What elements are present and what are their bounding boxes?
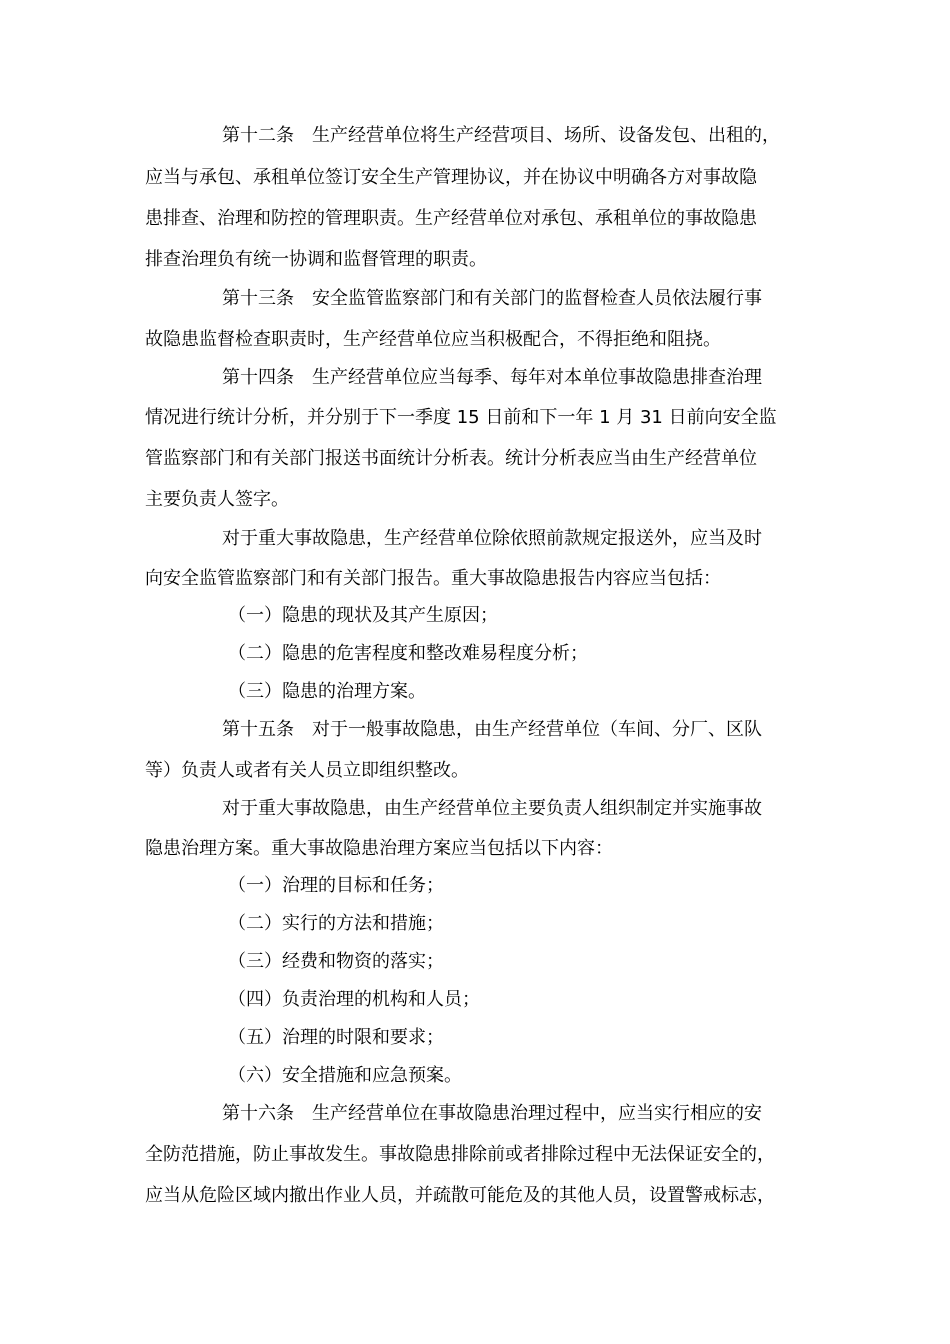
- text-line: 第十三条 安全监管监察部门和有关部门的监督检查人员依法履行事: [222, 288, 762, 309]
- list-item: （二）实行的方法和措施；: [228, 913, 444, 934]
- text-line: 主要负责人签字。: [145, 489, 289, 510]
- text-line: 向安全监管监察部门和有关部门报告。重大事故隐患报告内容应当包括：: [145, 568, 721, 589]
- text-line: 等）负责人或者有关人员立即组织整改。: [145, 760, 469, 781]
- text-line: 全防范措施，防止事故发生。事故隐患排除前或者排除过程中无法保证安全的，: [145, 1144, 775, 1165]
- text-line: 第十六条 生产经营单位在事故隐患治理过程中，应当实行相应的安: [222, 1103, 762, 1124]
- text-line: 隐患治理方案。重大事故隐患治理方案应当包括以下内容：: [145, 838, 613, 859]
- text-line: 患排查、治理和防控的管理职责。生产经营单位对承包、承租单位的事故隐患: [145, 208, 757, 229]
- list-item: （四）负责治理的机构和人员；: [228, 989, 480, 1010]
- text-line: 应当与承包、承租单位签订安全生产管理协议，并在协议中明确各方对事故隐: [145, 167, 757, 188]
- list-item: （一）隐患的现状及其产生原因；: [228, 605, 498, 626]
- text-line: 应当从危险区域内撤出作业人员，并疏散可能危及的其他人员，设置警戒标志，: [145, 1185, 775, 1206]
- text-line: 对于重大事故隐患，生产经营单位除依照前款规定报送外，应当及时: [222, 528, 762, 549]
- text-line: 排查治理负有统一协调和监督管理的职责。: [145, 249, 487, 270]
- text-line: 第十四条 生产经营单位应当每季、每年对本单位事故隐患排查治理: [222, 367, 762, 388]
- list-item: （一）治理的目标和任务；: [228, 875, 444, 896]
- text-line: 对于重大事故隐患，由生产经营单位主要负责人组织制定并实施事故: [222, 798, 762, 819]
- text-line: 管监察部门和有关部门报送书面统计分析表。统计分析表应当由生产经营单位: [145, 448, 757, 469]
- text-line: 故隐患监督检查职责时，生产经营单位应当积极配合，不得拒绝和阻挠。: [145, 329, 721, 350]
- text-line: 第十五条 对于一般事故隐患，由生产经营单位（车间、分厂、区队: [222, 719, 762, 740]
- list-item: （二）隐患的危害程度和整改难易程度分析；: [228, 643, 588, 664]
- text-line: 第十二条 生产经营单位将生产经营项目、场所、设备发包、出租的，: [222, 125, 780, 146]
- list-item: （五）治理的时限和要求；: [228, 1027, 444, 1048]
- list-item: （三）隐患的治理方案。: [228, 681, 426, 702]
- text-line: 情况进行统计分析，并分别于下一季度 15 日前和下一年 1 月 31 日前向安全监: [145, 407, 777, 428]
- list-item: （三）经费和物资的落实；: [228, 951, 444, 972]
- list-item: （六）安全措施和应急预案。: [228, 1065, 462, 1086]
